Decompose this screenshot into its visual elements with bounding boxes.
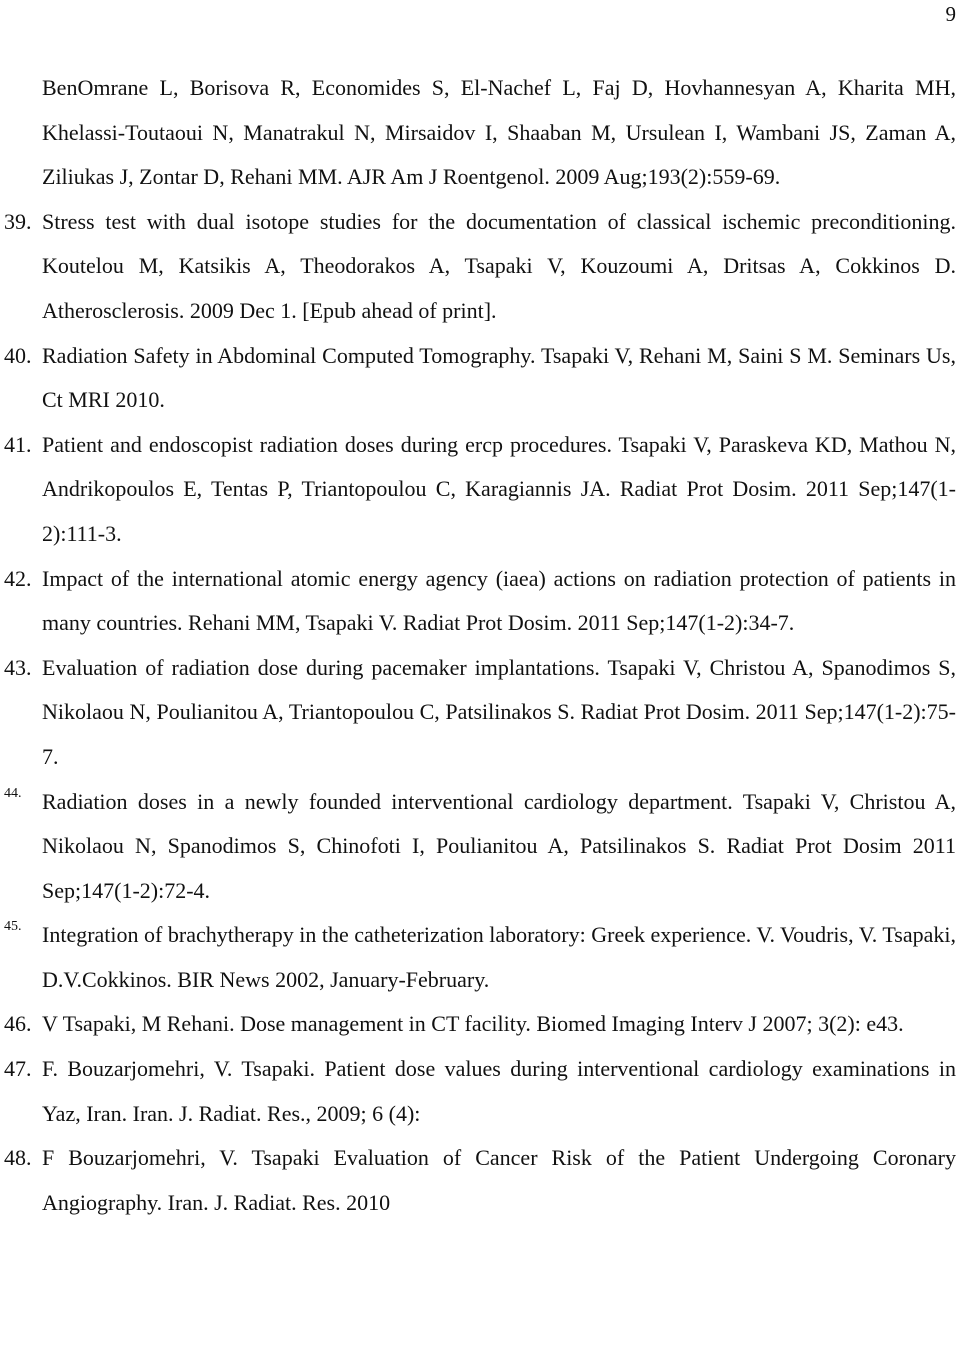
reference-text: Integration of brachytherapy in the catheterization laboratory: Greek experience. V. Voudris, V. Tsapaki, D.V.Cokkinos. BIR News 2002, January-February. bbox=[42, 922, 956, 992]
reference-number: 40. bbox=[4, 342, 32, 368]
reference-number: 48. bbox=[4, 1145, 32, 1171]
reference-text: BenOmrane L, Borisova R, Economides S, El-Nachef L, Faj D, Hovhannesyan A, Kharita MH, Khelassi-Toutaoui N, Manatrakul N, Mirsaidov I, Shaaban M, Ursulean I, Wambani JS, Zaman A, Ziliukas J, Zontar D, Rehani MM. AJR Am J Roentgenol. 2009 Aug;193(2):559-69. bbox=[42, 75, 956, 190]
reference-text: Impact of the international atomic energy agency (iaea) actions on radiation protection of patients in many countries. Rehani MM, Tsapaki V. Radiat Prot Dosim. 2011 Sep;147(1-2):34-7. bbox=[42, 565, 956, 636]
reference-item bbox=[0, 1136, 960, 1225]
reference-item bbox=[0, 1002, 960, 1047]
reference-item bbox=[0, 780, 960, 914]
reference-list bbox=[0, 66, 960, 1225]
reference-item bbox=[0, 557, 960, 646]
reference-number: 47. bbox=[4, 1056, 32, 1082]
reference-number: 44. bbox=[4, 785, 22, 801]
reference-text: F Bouzarjomehri, V. Tsapaki Evaluation of Cancer Risk of the Patient Undergoing Coronary Angiography. Iran. J. Radiat. Res. 2010 bbox=[42, 1145, 956, 1215]
reference-number: 43. bbox=[4, 654, 32, 680]
reference-text: Evaluation of radiation dose during pacemaker implantations. Tsapaki V, Christou A, Spanodimos S, Nikolaou N, Poulianitou A, Triantopoulou C, Patsilinakos S. Radiat Prot Dosim. 2011 Sep;147(1-2):75-7. bbox=[42, 654, 956, 769]
reference-number: 39. bbox=[4, 208, 32, 234]
reference-item bbox=[0, 913, 960, 1002]
reference-text: Patient and endoscopist radiation doses during ercp procedures. Tsapaki V, Paraskeva KD, Mathou N, Andrikopoulos E, Tentas P, Triantopoulou C, Karagiannis JA. Radiat Prot Dosim. 2011 Sep;147(1-2):111-3. bbox=[42, 431, 956, 546]
page-number: 9 bbox=[945, 2, 956, 26]
reference-number: 46. bbox=[4, 1011, 32, 1037]
reference-text: V Tsapaki, M Rehani. Dose management in CT facility. Biomed Imaging Interv J 2007; 3(2): e43. bbox=[42, 1011, 904, 1037]
reference-text: Radiation Safety in Abdominal Computed Tomography. Tsapaki V, Rehani M, Saini S M. Seminars Us, Ct MRI 2010. bbox=[42, 342, 956, 413]
reference-item bbox=[0, 334, 960, 423]
reference-number: 42. bbox=[4, 565, 32, 591]
reference-item bbox=[0, 646, 960, 780]
reference-text: Radiation doses in a newly founded interventional cardiology department. Tsapaki V, Christou A, Nikolaou N, Spanodimos S, Chinofoti I, Poulianitou A, Patsilinakos S. Radiat Prot Dosim 2011 Sep;147(1-2):72-4. bbox=[42, 788, 956, 903]
reference-item bbox=[0, 423, 960, 557]
reference-text: Stress test with dual isotope studies for the documentation of classical ischemic preconditioning. Koutelou M, Katsikis A, Theodorakos A, Tsapaki V, Kouzoumi A, Dritsas A, Cokkinos D. Atherosclerosis. 2009 Dec 1. [Epub ahead of print]. bbox=[42, 208, 956, 323]
reference-number: 45. bbox=[4, 919, 22, 935]
reference-number: 41. bbox=[4, 431, 32, 457]
reference-item bbox=[0, 1047, 960, 1136]
reference-item bbox=[0, 200, 960, 334]
reference-text: F. Bouzarjomehri, V. Tsapaki. Patient dose values during interventional cardiology examinations in Yaz, Iran. Iran. J. Radiat. Res., 2009; 6 (4): bbox=[42, 1056, 956, 1126]
reference-item bbox=[0, 66, 960, 200]
